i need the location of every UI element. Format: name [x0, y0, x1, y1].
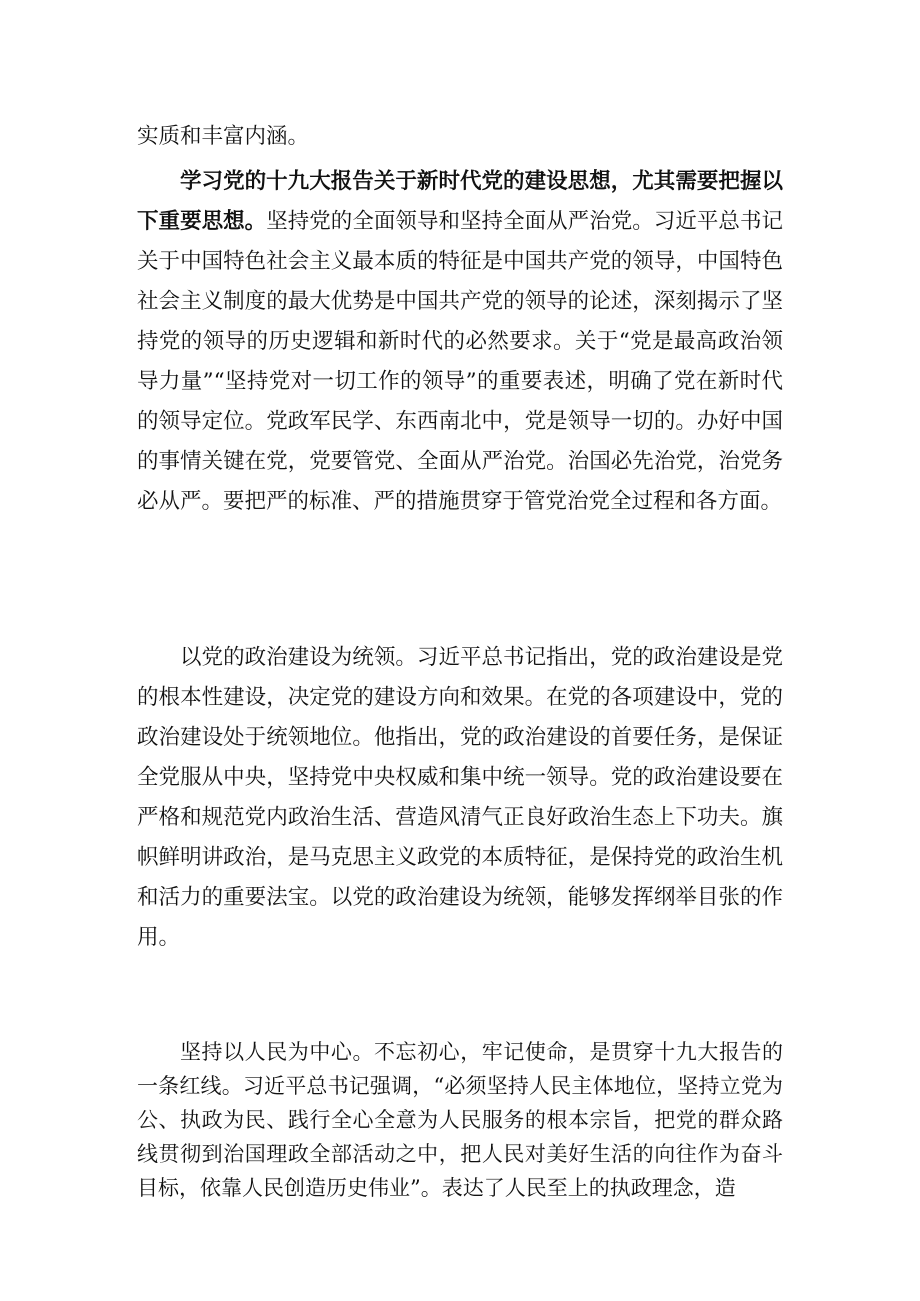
paragraph-lead: 学习党的十九大报告关于新时代党的建设思想，尤其需要把握以下重要思想。	[137, 169, 783, 234]
paragraph-people-centered: 坚持以人民为中心。不忘初心，牢记使命，是贯穿十九大报告的一条红线。习近平总书记强调，“必须坚持人民主体地位，坚持立党为公、执政为民、践行全心全意为人民服务的根本宗旨，把党的群众路线贯彻到治国理政全部活动之中，把人民对美好生活的向往作为奋斗目标，依靠人民创造历史伟业”。表达了人民至上的执政理念，造	[137, 1040, 783, 1200]
paragraph-body: 坚持党的全面领导和坚持全面从严治党。习近平总书记关于中国特色社会主义最本质的特征是中国共产党的领导，中国特色社会主义制度的最大优势是中国共产党的领导的论述，深刻揭示了坚持党的领导的历史逻辑和新时代的必然要求。关于“党是最高政治领导力量”“坚持党对一切工作的领导”的重要表述，明确了党在新时代的领导定位。党政军民学、东西南北中，党是领导一切的。办好中国的事情关键在党，党要管党、全面从严治党。治国必先治党，治党务必从严。要把严的标准、严的措施贯穿于管党治党全过程和各方面。	[137, 209, 783, 514]
paragraph-political-building: 以党的政治建设为统领。习近平总书记指出，党的政治建设是党的根本性建设，决定党的建设方向和效果。在党的各项建设中，党的政治建设处于统领地位。他指出，党的政治建设的首要任务，是保证全党服从中央，坚持党中央权威和集中统一领导。党的政治建设要在严格和规范党内政治生活、营造风清气正良好政治生态上下功夫。旗帜鲜明讲政治，是马克思主义政党的本质特征，是保持党的政治生机和活力的重要法宝。以党的政治建设为统领，能够发挥纲举目张的作用。	[137, 645, 783, 950]
paragraph-party-building	[137, 162, 783, 522]
continuation-text: 实质和丰富内涵。	[137, 124, 310, 149]
